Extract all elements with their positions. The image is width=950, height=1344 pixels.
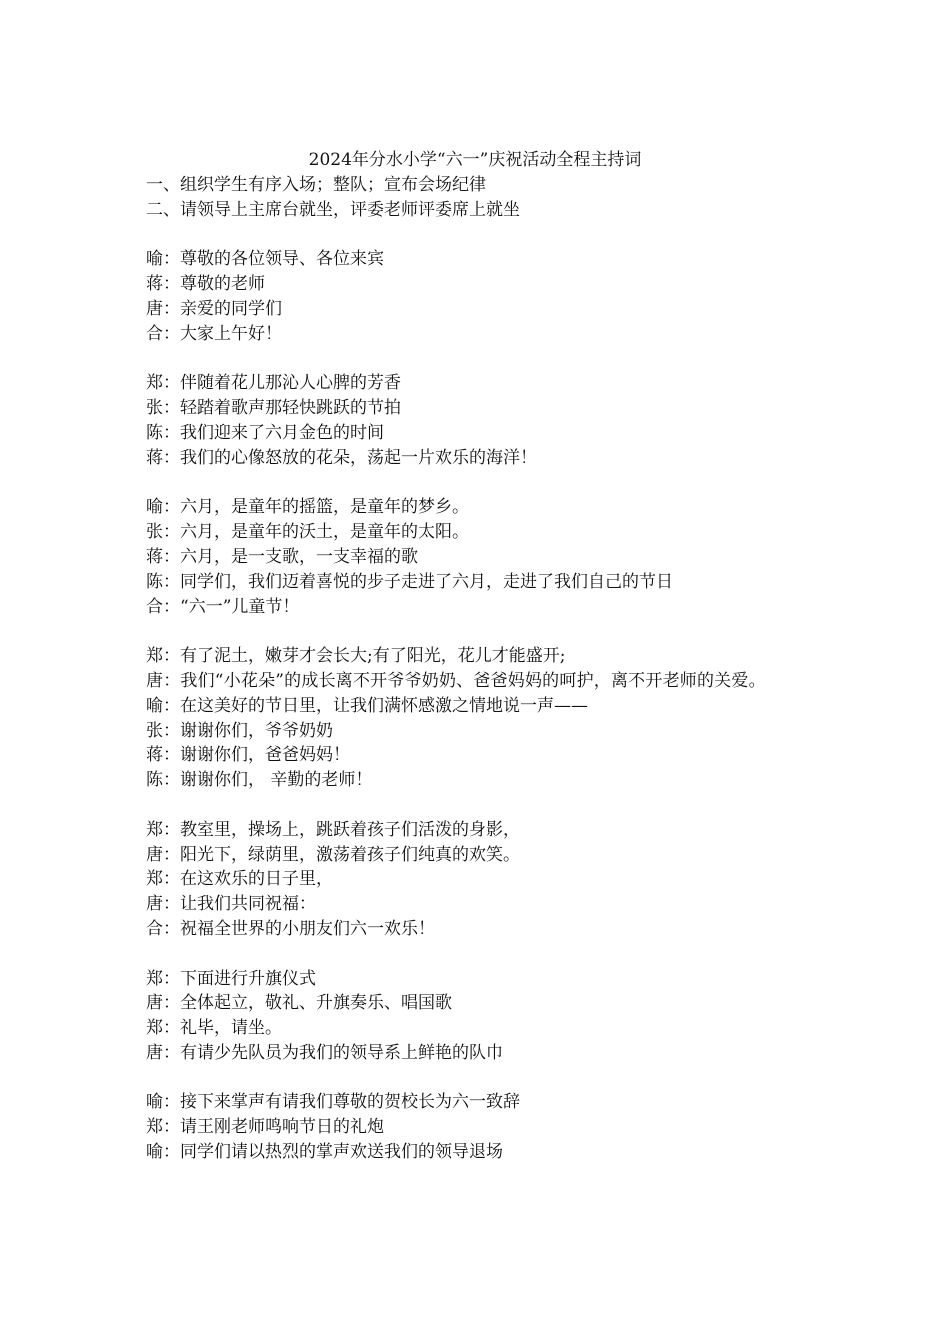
text-line: 郑：礼毕，请坐。 [146, 1018, 282, 1039]
text-line: 蒋：谢谢你们，爸爸妈妈！ [146, 745, 350, 766]
text-line: 喻：尊敬的各位领导、各位来宾 [146, 249, 384, 270]
text-line: 合：“六一”儿童节！ [146, 596, 300, 617]
text-line: 张：谢谢你们，爷爷奶奶 [146, 720, 333, 741]
paragraph-spacer [146, 223, 806, 248]
text-line: 喻：在这美好的节日里，让我们满怀感激之情地说一声—— [146, 695, 588, 716]
text-line: 唐：有请少先队员为我们的领导系上鲜艳的队巾 [146, 1042, 503, 1063]
text-line: 郑：教室里，操场上，跳跃着孩子们活泼的身影， [146, 819, 520, 840]
text-line: 郑：在这欢乐的日子里， [146, 869, 333, 890]
text-line: 陈：谢谢你们， 辛勤的老师！ [146, 770, 373, 791]
text-line: 喻：六月，是童年的摇篮，是童年的梦乡。 [146, 497, 469, 518]
text-line: 唐：亲爱的同学们 [146, 298, 282, 319]
document-body [146, 173, 806, 1165]
text-line: 蒋：我们的心像怒放的花朵，荡起一片欢乐的海洋！ [146, 447, 537, 468]
text-line: 喻：同学们请以热烈的掌声欢送我们的领导退场 [146, 1142, 503, 1163]
text-line: 张：轻踏着歌声那轻快跳跃的节拍 [146, 398, 401, 419]
text-line: 郑：伴随着花儿那沁人心脾的芳香 [146, 373, 401, 394]
text-line: 张：六月，是童年的沃土，是童年的太阳。 [146, 522, 469, 543]
text-line: 陈：同学们，我们迈着喜悦的步子走进了六月，走进了我们自己的节日 [146, 571, 673, 592]
text-line: 唐：阳光下，绿荫里，激荡着孩子们纯真的欢笑。 [146, 844, 520, 865]
text-line: 郑：有了泥土，嫩芽才会长大;有了阳光，花儿才能盛开; [146, 646, 566, 667]
text-line: 喻：接下来掌声有请我们尊敬的贺校长为六一致辞 [146, 1092, 520, 1113]
paragraph-spacer [146, 347, 806, 372]
paragraph-spacer [146, 942, 806, 967]
text-line: 唐：我们“小花朵”的成长离不开爷爷奶奶、爸爸妈妈的呵护，离不开老师的关爱。 [146, 670, 766, 691]
text-line: 郑：下面进行升旗仪式 [146, 968, 316, 989]
text-line: 唐：全体起立，敬礼、升旗奏乐、唱国歌 [146, 993, 452, 1014]
paragraph-spacer [146, 1066, 806, 1091]
text-line: 二、请领导上主席台就坐，评委老师评委席上就坐 [146, 199, 520, 220]
paragraph-spacer [146, 619, 806, 644]
document-title: 2024年分水小学“六一”庆祝活动全程主持词 [308, 150, 642, 170]
paragraph-spacer [146, 793, 806, 818]
text-line: 唐：让我们共同祝福： [146, 894, 316, 915]
text-line: 陈：我们迎来了六月金色的时间 [146, 422, 384, 443]
text-line: 蒋：尊敬的老师 [146, 274, 265, 295]
text-line: 合：祝福全世界的小朋友们六一欢乐！ [146, 918, 435, 939]
text-line: 一、组织学生有序入场；整队；宣布会场纪律 [146, 175, 486, 195]
text-line: 蒋：六月，是一支歌，一支幸福的歌 [146, 546, 418, 567]
text-line: 合：大家上午好！ [146, 323, 282, 344]
text-line: 郑：请王刚老师鸣响节日的礼炮 [146, 1117, 384, 1138]
paragraph-spacer [146, 471, 806, 496]
